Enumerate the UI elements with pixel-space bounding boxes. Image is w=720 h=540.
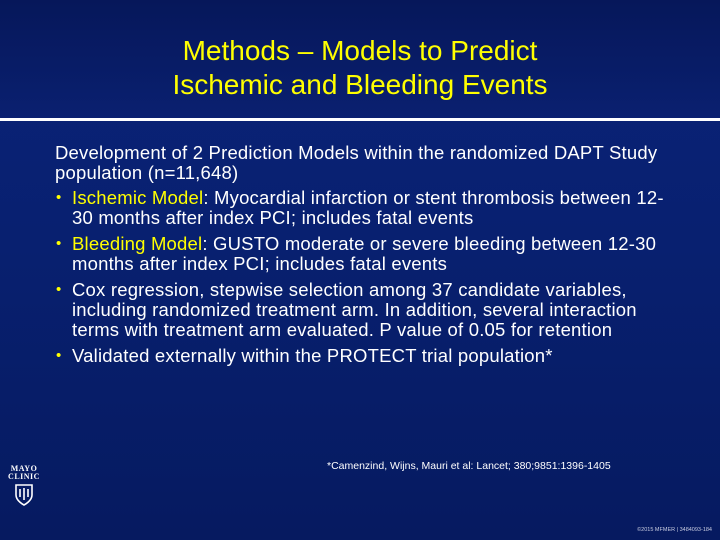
bullet-colon: :	[202, 233, 208, 254]
bullet-dot-icon: •	[56, 281, 62, 298]
bullet-text: GUSTO moderate or severe bleeding between 12-30 months after index PCI; includes fatal events	[72, 233, 657, 274]
bullet-text: Validated externally within the PROTECT trial population*	[72, 345, 553, 366]
title-line-1: Methods – Models to Predict	[182, 35, 538, 66]
shield-icon	[13, 483, 35, 507]
bullet-colon: :	[203, 187, 209, 208]
slide-body	[55, 143, 675, 372]
title-divider	[0, 118, 720, 121]
logo-text-clinic: CLINIC	[8, 472, 40, 481]
slide-title	[0, 34, 720, 102]
bullet-ischemic-model	[55, 188, 675, 228]
bullet-text: Cox regression, stepwise selection among 37 candidate variables, including randomized treatment arm. In addition, several interaction terms with treatment arm evaluated. P value of 0.05 for retention	[72, 279, 637, 340]
bullet-bleeding-model	[55, 234, 675, 274]
bullet-dot-icon: •	[56, 235, 62, 252]
citation: *Camenzind, Wijns, Mauri et al: Lancet; 380;9851:1396-1405	[327, 460, 611, 472]
mayo-clinic-logo	[6, 465, 42, 510]
logo-text-mayo: MAYO	[10, 464, 38, 473]
bullet-text: Myocardial infarction or stent thrombosis between 12-30 months after index PCI; includes fatal events	[72, 187, 664, 228]
title-line-2: Ischemic and Bleeding Events	[172, 69, 548, 100]
bullet-dot-icon: •	[56, 347, 62, 364]
bullet-label: Ischemic Model	[72, 187, 204, 208]
copyright-notice: ©2015 MFMER | 3484093-184	[637, 527, 712, 533]
bullet-dot-icon: •	[56, 189, 62, 206]
bullet-validation	[55, 346, 675, 366]
intro-text: Development of 2 Prediction Models within the randomized DAPT Study population (n=11,648)	[55, 142, 658, 183]
bullet-label: Bleeding Model	[72, 233, 203, 254]
bullet-list	[55, 188, 675, 366]
bullet-cox-regression	[55, 280, 675, 340]
